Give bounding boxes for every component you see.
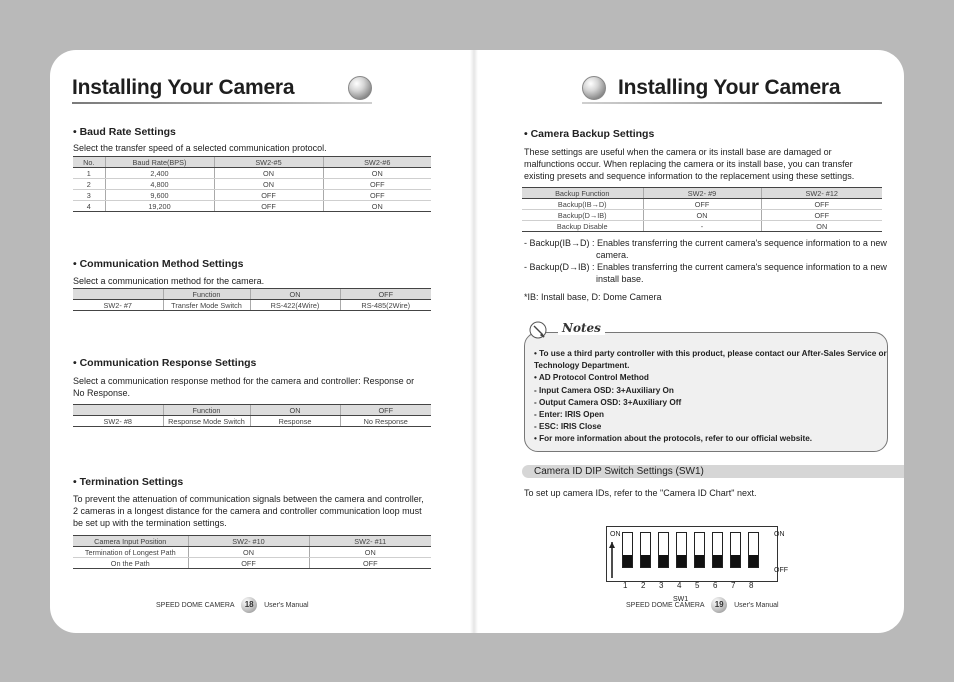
dip-switch-knob — [749, 555, 758, 567]
response-heading: • Communication Response Settings — [73, 357, 257, 369]
dip-number-label: 8 — [749, 581, 754, 590]
table-header-cell: SW2- #10 — [188, 536, 309, 547]
dip-switch-knob — [641, 555, 650, 567]
dip-number-label: 4 — [677, 581, 682, 590]
termination-desc: To prevent the attenuation of communication signals between the camera and controller, 2 cameras in a longest distance for the camera and controller communication loop must be set up with the termination settings. — [73, 494, 424, 528]
footer-product: SPEED DOME CAMERA — [626, 601, 705, 609]
camid-desc: To set up camera IDs, refer to the "Camera ID Chart" next. — [524, 488, 757, 498]
table-row — [522, 210, 882, 221]
table-header-cell: Function — [163, 289, 250, 300]
dip-switch-knob — [731, 555, 740, 567]
table-row — [73, 201, 431, 212]
dip-switch-knob — [713, 555, 722, 567]
table-header-cell: SW2- #12 — [761, 188, 882, 199]
left-page — [50, 50, 512, 633]
table-cell: Transfer Mode Switch — [163, 300, 250, 311]
page-number: 18 — [241, 597, 257, 613]
table-cell: SW2- #7 — [73, 300, 163, 311]
table-cell: 4,800 — [105, 179, 214, 190]
footer-product: SPEED DOME CAMERA — [156, 601, 235, 609]
table-header-cell: Baud Rate(BPS) — [105, 157, 214, 168]
table-cell: RS-422(4Wire) — [250, 300, 340, 311]
footer-manual: User's Manual — [734, 601, 779, 609]
footer — [156, 597, 309, 613]
table-header-cell: ON — [250, 289, 340, 300]
table-row — [73, 190, 431, 201]
title-rule — [582, 102, 882, 104]
explain-d-ib-cont: install base. — [596, 274, 644, 284]
table-cell: 3 — [73, 190, 105, 201]
baud-heading: • Baud Rate Settings — [73, 126, 176, 138]
dip-number-label: 5 — [695, 581, 700, 590]
notes-list — [534, 348, 887, 446]
table-row — [73, 300, 431, 311]
table-cell: OFF — [188, 558, 309, 569]
dip-caption: SW1 — [673, 596, 689, 603]
table-cell: OFF — [214, 201, 323, 212]
explain-ib-d: - Backup(IB→D) : Enables transferring the current camera's sequence information to a new — [524, 238, 887, 248]
table-cell: Response Mode Switch — [163, 416, 250, 427]
table-cell: Response — [250, 416, 340, 427]
table-cell: Backup(IB→D) — [522, 199, 643, 210]
dip-switch-knob — [659, 555, 668, 567]
notes-item: • To use a third party controller with this product, please contact our After-Sales Service or — [534, 349, 887, 358]
right-page — [478, 50, 904, 633]
table-header-cell — [73, 289, 163, 300]
book-spine — [470, 50, 478, 633]
table-row — [522, 221, 882, 232]
backup-footnote: *IB: Install base, D: Dome Camera — [524, 292, 662, 302]
notes-item: • AD Protocol Control Method — [534, 373, 649, 383]
baud-table — [73, 156, 431, 212]
notes-item: • For more information about the protocols, refer to our official website. — [534, 434, 813, 444]
table-cell: OFF — [214, 190, 323, 201]
method-heading: • Communication Method Settings — [73, 258, 244, 270]
termination-heading: • Termination Settings — [73, 476, 184, 488]
table-cell: OFF — [323, 179, 431, 190]
table-header-cell: No. — [73, 157, 105, 168]
table-cell: ON — [309, 547, 431, 558]
dip-switch-slot — [748, 532, 759, 568]
table-cell: SW2- #8 — [73, 416, 163, 427]
table-cell: 1 — [73, 168, 105, 179]
table-header-cell — [73, 405, 163, 416]
table-header-cell: SW2- #11 — [309, 536, 431, 547]
title-orb-icon — [348, 76, 372, 100]
table-cell: ON — [761, 221, 882, 232]
dip-switch-slot — [712, 532, 723, 568]
backup-explain — [524, 237, 894, 285]
page-number: 19 — [711, 597, 727, 613]
table-header-cell: SW2-#6 — [323, 157, 431, 168]
page-title: Installing Your Camera — [618, 76, 841, 99]
response-desc: Select a communication response method for the camera and controller: Response or No Response. — [73, 376, 415, 398]
table-header-cell: OFF — [340, 289, 431, 300]
table-cell: OFF — [309, 558, 431, 569]
table-cell: OFF — [323, 190, 431, 201]
table-cell: ON — [214, 168, 323, 179]
table-cell: 4 — [73, 201, 105, 212]
dip-number-label: 2 — [641, 581, 646, 590]
table-row — [73, 416, 431, 427]
table-cell: No Response — [340, 416, 431, 427]
backup-desc: These settings are useful when the camera or its install base are damaged or malfunctions occur. When replacing the camera or its install base, you can transfer existing presets and sequence information to the replacement using these settings. — [524, 147, 855, 181]
table-cell: ON — [188, 547, 309, 558]
table-cell: OFF — [761, 210, 882, 221]
title-orb-icon — [582, 76, 606, 100]
notes-item: - Input Camera OSD: 3+Auxiliary On — [534, 385, 674, 395]
table-cell: OFF — [643, 199, 761, 210]
notes-item: Technology Department. — [534, 361, 630, 371]
table-row — [73, 179, 431, 190]
method-desc: Select a communication method for the camera. — [73, 276, 265, 286]
table-cell: RS-485(2Wire) — [340, 300, 431, 311]
table-cell: ON — [323, 168, 431, 179]
footer — [626, 597, 779, 613]
dip-on-label: ON — [610, 531, 621, 538]
dip-number-label: 1 — [623, 581, 628, 590]
dip-switch-slot — [730, 532, 741, 568]
camid-section-bar — [522, 465, 904, 478]
table-header-cell: Function — [163, 405, 250, 416]
backup-heading: • Camera Backup Settings — [524, 128, 655, 140]
notes-item: - Enter: IRIS Open — [534, 410, 605, 420]
response-table — [73, 404, 431, 427]
dip-switch-knob — [695, 555, 704, 567]
table-header-cell: SW2-#5 — [214, 157, 323, 168]
table-row — [73, 168, 431, 179]
table-cell: Backup(D→IB) — [522, 210, 643, 221]
table-header-cell: OFF — [340, 405, 431, 416]
termination-table — [73, 535, 431, 569]
notes-pencil-icon — [528, 318, 552, 342]
dip-off-side: OFF — [774, 567, 788, 574]
table-cell: 9,600 — [105, 190, 214, 201]
table-cell: Backup Disable — [522, 221, 643, 232]
dip-switch-slot — [658, 532, 669, 568]
dip-switch-slot — [676, 532, 687, 568]
notes-item: - ESC: IRIS Close — [534, 422, 602, 432]
table-header-cell: ON — [250, 405, 340, 416]
table-header-cell: Camera Input Position — [73, 536, 188, 547]
method-table — [73, 288, 431, 311]
table-row — [73, 558, 431, 569]
table-cell: ON — [214, 179, 323, 190]
table-header-cell: Backup Function — [522, 188, 643, 199]
table-cell: 2 — [73, 179, 105, 190]
table-cell: ON — [323, 201, 431, 212]
explain-d-ib: - Backup(D→IB) : Enables transferring the current camera's sequence information to a new — [524, 262, 887, 272]
camid-heading: Camera ID DIP Switch Settings (SW1) — [534, 466, 704, 477]
dip-switch-knob — [677, 555, 686, 567]
dip-on-side: ON — [774, 531, 785, 538]
up-arrow-icon — [608, 540, 616, 580]
table-row — [73, 547, 431, 558]
notes-item: - Output Camera OSD: 3+Auxiliary Off — [534, 397, 682, 407]
dip-switch-slot — [622, 532, 633, 568]
dip-number-label: 6 — [713, 581, 718, 590]
table-cell: 2,400 — [105, 168, 214, 179]
baud-desc: Select the transfer speed of a selected communication protocol. — [73, 143, 327, 153]
dip-switch-slot — [640, 532, 651, 568]
dip-number-label: 7 — [731, 581, 736, 590]
backup-table — [522, 187, 882, 232]
table-row — [522, 199, 882, 210]
table-cell: On the Path — [73, 558, 188, 569]
page-title: Installing Your Camera — [72, 76, 295, 99]
notes-title: Notes — [558, 321, 605, 335]
table-cell: OFF — [761, 199, 882, 210]
table-header-cell: SW2- #9 — [643, 188, 761, 199]
table-cell: 19,200 — [105, 201, 214, 212]
table-cell: ON — [643, 210, 761, 221]
dip-number-label: 3 — [659, 581, 664, 590]
footer-manual: User's Manual — [264, 601, 309, 609]
table-cell: - — [643, 221, 761, 232]
table-cell: Termination of Longest Path — [73, 547, 188, 558]
dip-switch-knob — [623, 555, 632, 567]
dip-switch-slot — [694, 532, 705, 568]
title-rule — [72, 102, 372, 104]
explain-ib-d-cont: camera. — [596, 250, 629, 260]
